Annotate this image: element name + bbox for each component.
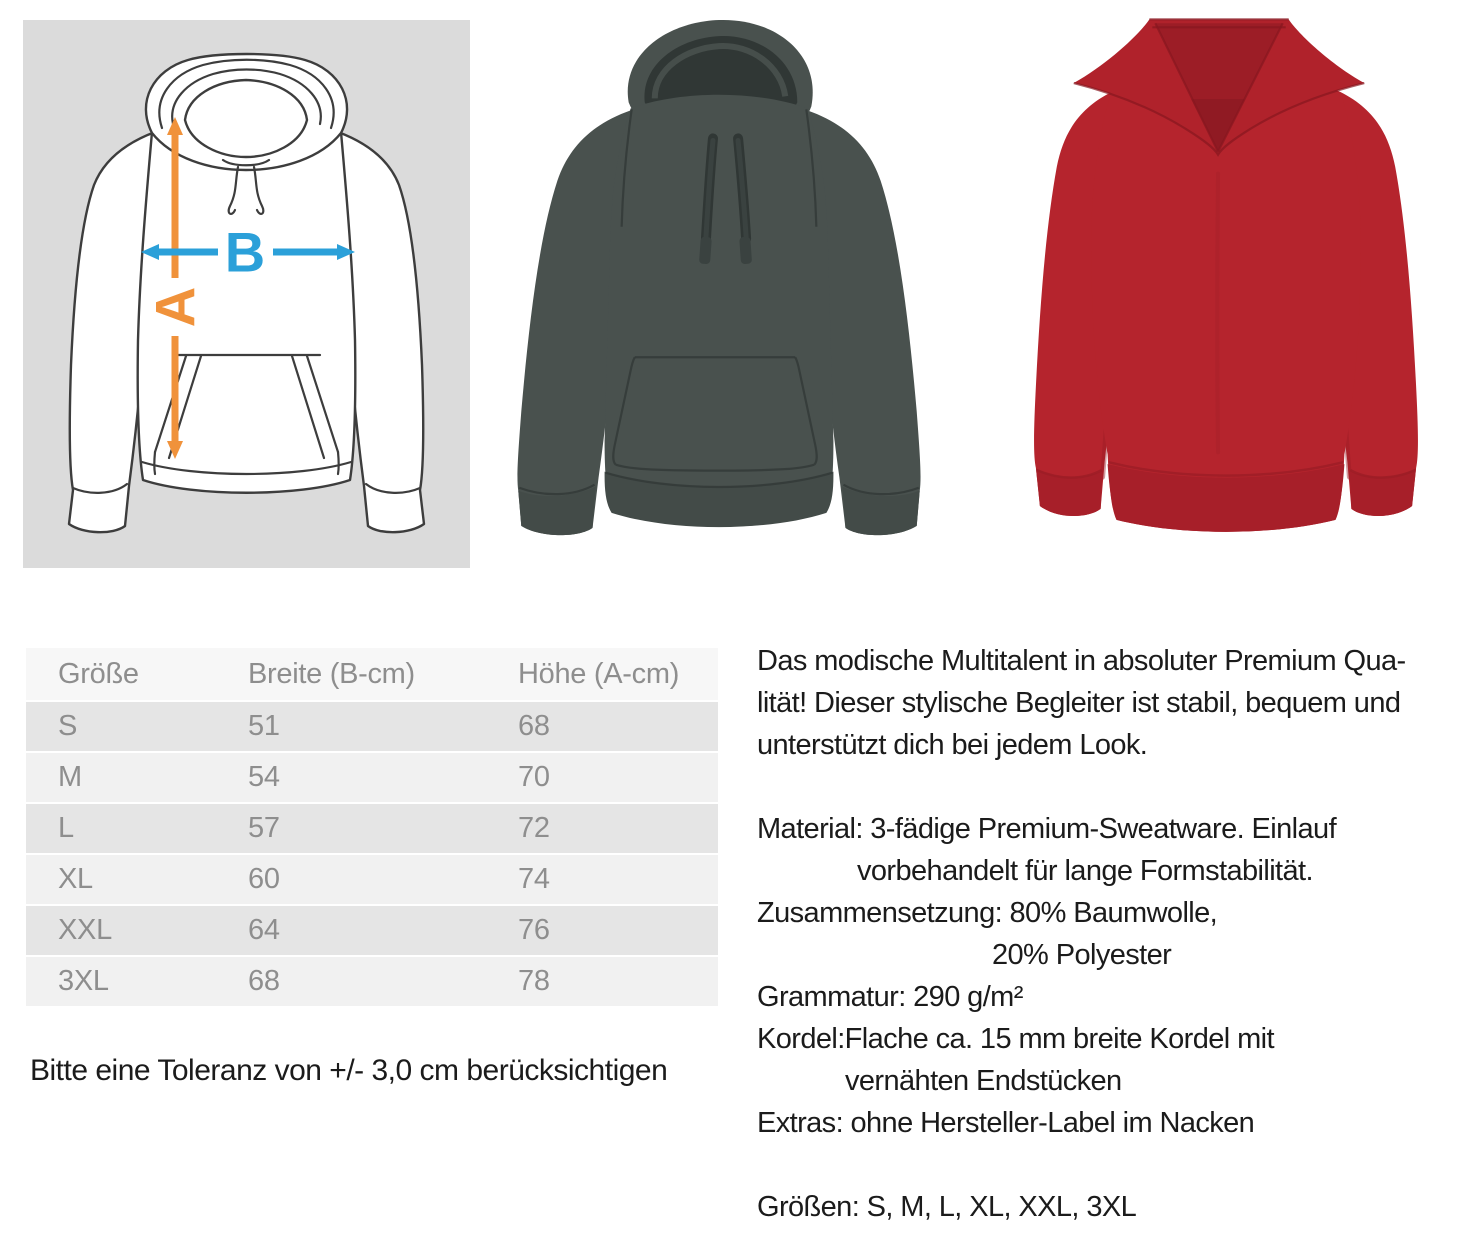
table-cell: 72 (518, 812, 550, 844)
description-line: Kordel:Flache ca. 15 mm breite Kordel mit (757, 1023, 1274, 1055)
table-cell: 51 (248, 710, 280, 742)
table-row (26, 804, 718, 853)
table-header-row (26, 648, 718, 700)
hoodie-front-torso (605, 95, 834, 527)
description-line: vernähten Endstücken (845, 1065, 1122, 1097)
description-line (757, 1144, 1463, 1186)
description-line: vorbehandelt für lange Formstabilität. (857, 855, 1313, 887)
table-row (26, 753, 718, 802)
table-cell: 70 (518, 761, 550, 793)
table-cell: 76 (518, 914, 550, 946)
size-diagram-sketch (23, 20, 470, 568)
description-line: Material: 3-fädige Premium-Sweatware. Einlauf (757, 813, 1337, 845)
table-cell: 60 (248, 863, 280, 895)
table-cell: M (58, 761, 82, 793)
col-header: Größe (58, 657, 139, 690)
table-cell: XL (58, 863, 93, 895)
table-cell: 68 (518, 710, 550, 742)
table-cell: 68 (248, 965, 280, 997)
description-line: Zusammensetzung: 80% Baumwolle, (757, 897, 1218, 929)
product-description (757, 640, 1463, 1228)
description-line: Grammatur: 290 g/m² (757, 981, 1023, 1013)
table-cell: XXL (58, 914, 112, 946)
table-row (26, 855, 718, 904)
table-cell: 3XL (58, 965, 109, 997)
table-cell: 57 (248, 812, 280, 844)
description-line: 20% Polyester (992, 939, 1172, 971)
table-cell: 74 (518, 863, 550, 895)
table-cell: 78 (518, 965, 550, 997)
sketch-hoodie-outline (69, 54, 424, 532)
table-cell: 64 (248, 914, 280, 946)
tolerance-note: Bitte eine Toleranz von +/- 3,0 cm berücksichtigen (30, 1054, 668, 1087)
hoodie-back-photo (1022, 12, 1430, 569)
table-row (26, 906, 718, 955)
table-cell: L (58, 812, 74, 844)
description-line: Größen: S, M, L, XL, XXL, 3XL (757, 1191, 1137, 1223)
hoodie-front-photo (488, 12, 950, 564)
description-line: Das modische Multitalent in absoluter Premium Qua- (757, 645, 1406, 677)
table-cell: S (58, 710, 78, 742)
col-header: Höhe (A-cm) (518, 657, 680, 690)
measure-label-a: A (143, 286, 207, 328)
col-header: Breite (B-cm) (248, 657, 415, 690)
description-line: Extras: ohne Hersteller-Label im Nacken (757, 1107, 1255, 1139)
description-line (757, 766, 1463, 808)
table-cell: 54 (248, 761, 280, 793)
description-line: unterstützt dich bei jedem Look. (757, 729, 1148, 761)
description-line: lität! Dieser stylische Begleiter ist stabil, bequem und (757, 687, 1401, 719)
table-row (26, 957, 718, 1006)
size-table (26, 648, 718, 1008)
size-diagram-panel (23, 20, 470, 568)
table-row (26, 702, 718, 751)
measure-label-b: B (224, 220, 266, 284)
